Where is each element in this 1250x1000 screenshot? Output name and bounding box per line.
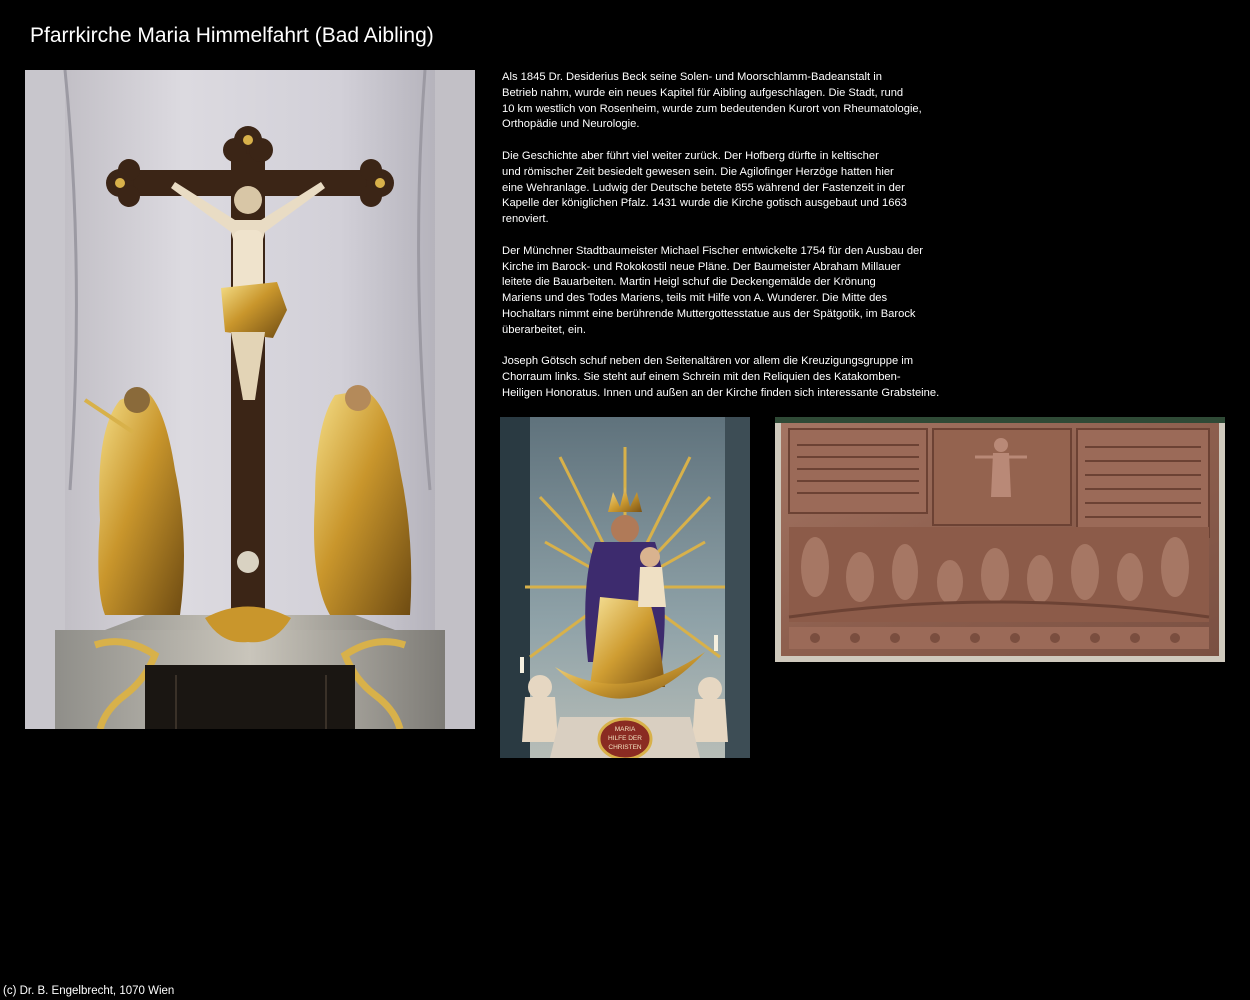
madonna-statue-photo[interactable]	[500, 417, 750, 758]
page-title: Pfarrkirche Maria Himmelfahrt (Bad Aibling)	[30, 24, 434, 47]
gravestone-relief-image	[775, 417, 1225, 662]
gravestone-relief-photo[interactable]	[775, 417, 1225, 662]
copyright-footer: (c) Dr. B. Engelbrecht, 1070 Wien	[3, 985, 175, 997]
madonna-inscription-line3: CHRISTEN	[608, 744, 642, 751]
paragraph-crucifixion-group: Joseph Götsch schuf neben den Seitenaltären vor allem die Kreuzigungsgruppe im Chorraum links. Sie steht auf einem Schrein mit den Reliquien des Katakomben- Heiligen Honoratus. Innen und außen an der Kirche finden sich interessante Grabsteine.	[502, 355, 940, 399]
paragraph-history-1845: Als 1845 Dr. Desiderius Beck seine Solen- und Moorschlamm-Badeanstalt in Betrieb nahm, wurde ein neues Kapitel für Aibling aufgeschlagen. Die Stadt, rund 10 km westlich von Rosenheim, wurde zum bedeutenden Kurort von Rheumatologie, Orthopädie und Neurologie.	[502, 71, 922, 131]
intro-text	[502, 70, 992, 418]
madonna-statue-image	[500, 417, 750, 758]
paragraph-baroque-remodel: Der Münchner Stadtbaumeister Michael Fischer entwickelte 1754 für den Ausbau der Kirche im Barock- und Rokokostil neue Pläne. Der Baumeister Abraham Millauer leitete die Bauarbeiten. Martin Heigl schuf die Deckengemälde der Krönung Mariens und des Todes Mariens, teils mit Hilfe von A. Wunderer. Die Mitte des Hochaltars nimmt eine berührende Muttergottesstatue aus der Spätgotik, im Barock überarbeitet, ein.	[502, 244, 923, 336]
madonna-inscription-line2: HILFE DER	[608, 735, 642, 742]
crucifixion-group-image	[25, 70, 475, 729]
madonna-inscription-line1: MARIA	[614, 726, 636, 733]
paragraph-history-origins: Die Geschichte aber führt viel weiter zurück. Der Hofberg dürfte in keltischer und römischer Zeit besiedelt gewesen sein. Die Agilofinger Herzöge hatten hier eine Wehranlage. Ludwig der Deutsche betete 855 während der Fastenzeit in der Kapelle der königlichen Pfalz. 1431 wurde die Kirche gotisch ausgebaut und 1663 renoviert.	[502, 149, 907, 226]
crucifixion-group-photo[interactable]	[25, 70, 475, 729]
